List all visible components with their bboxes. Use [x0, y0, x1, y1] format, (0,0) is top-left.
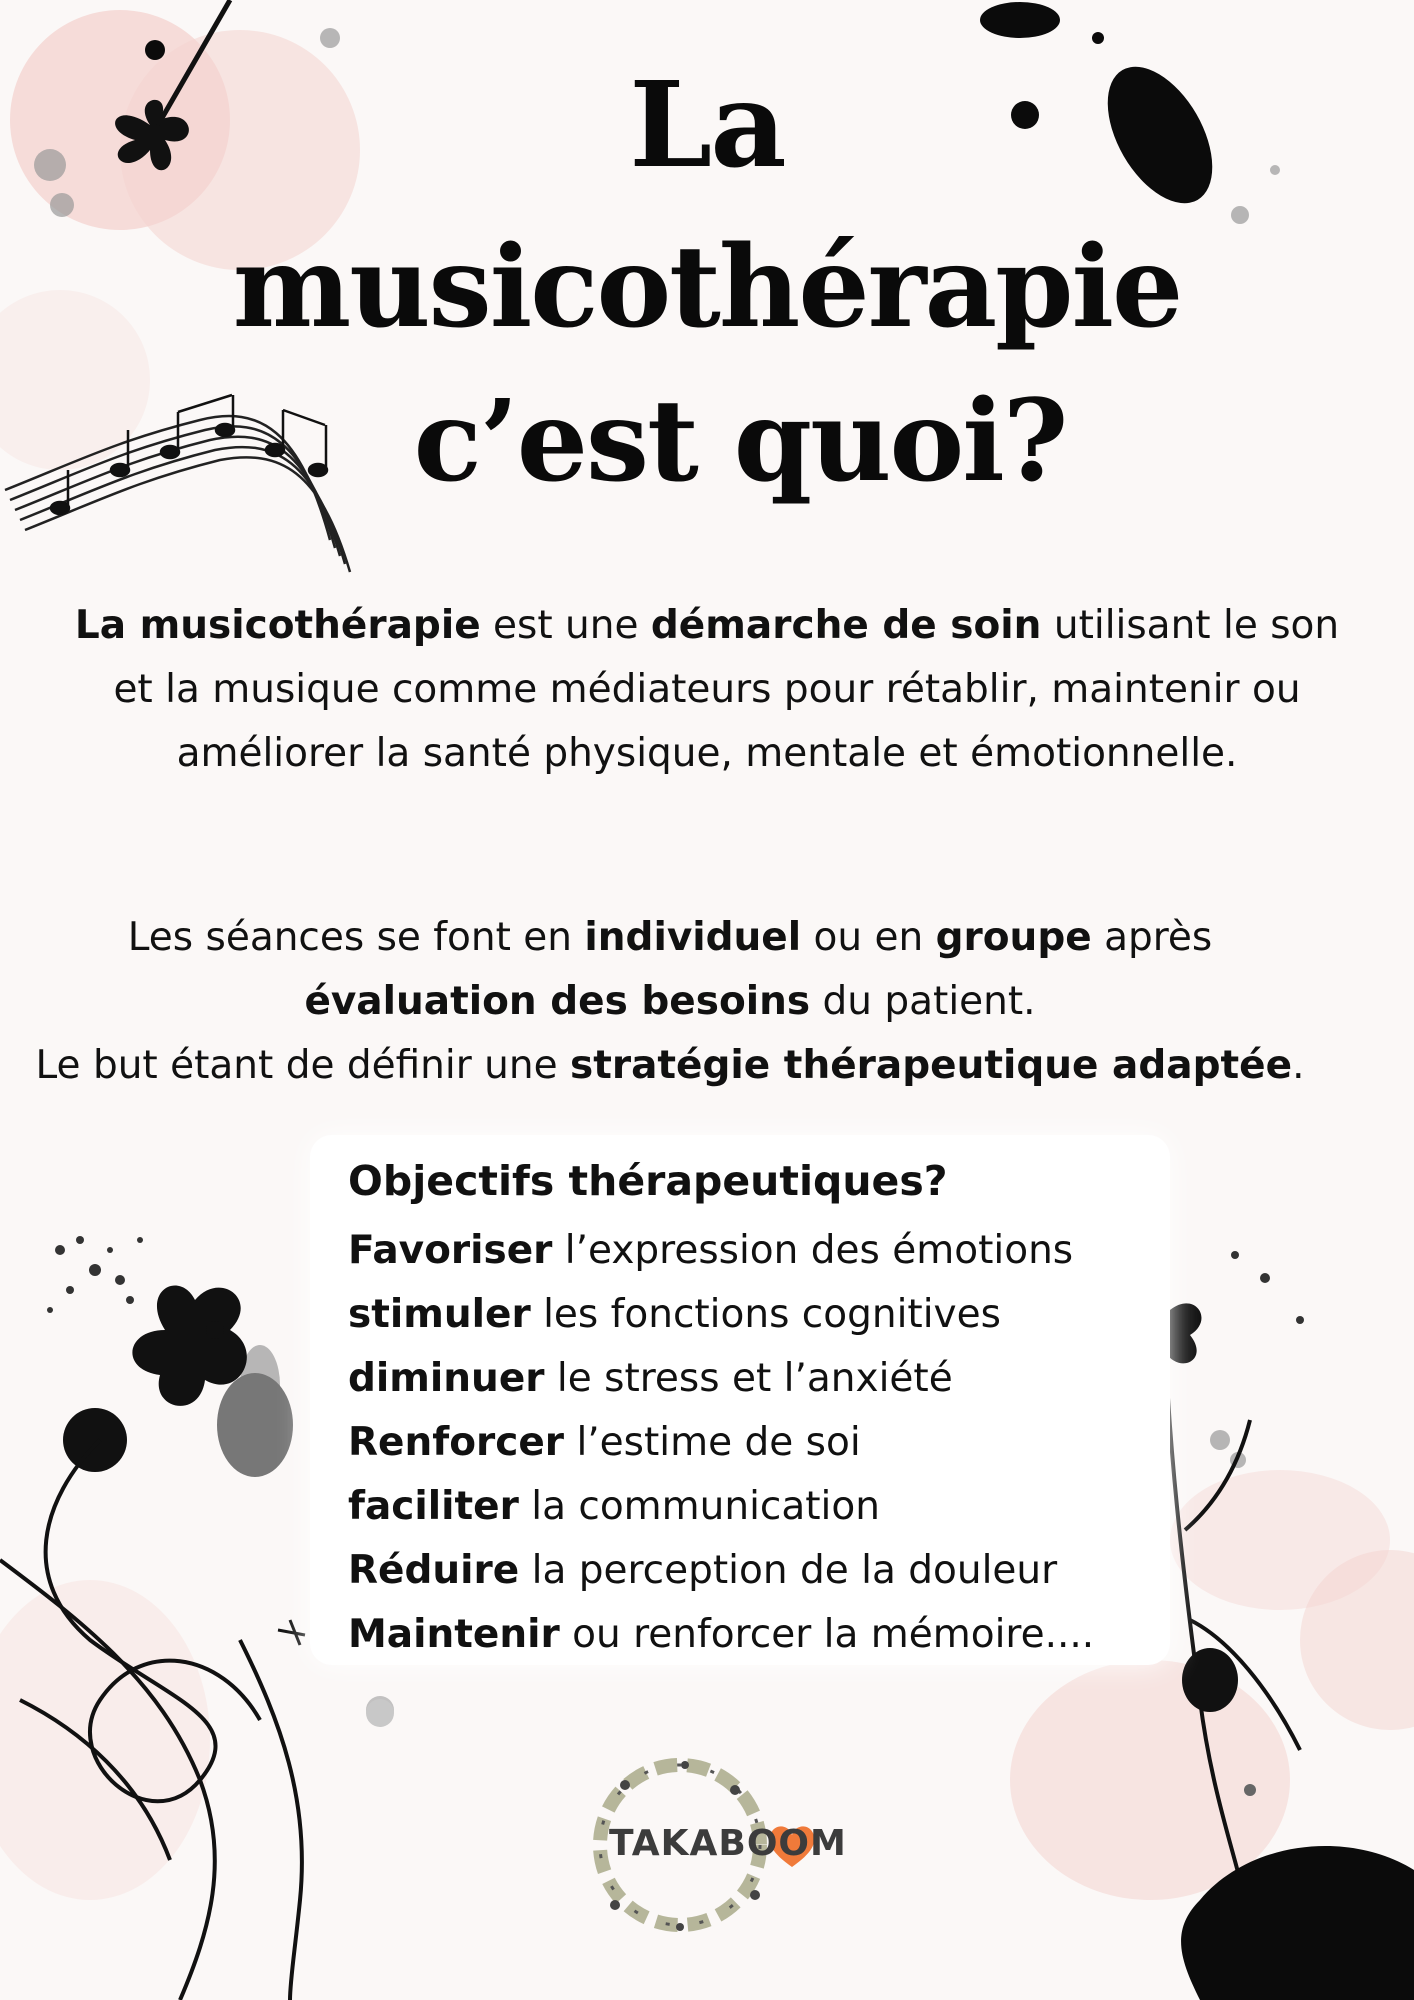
- intro-text-1: est une: [480, 603, 651, 648]
- objective-text: l’estime de soi: [564, 1420, 861, 1465]
- sessions-text-5: Le but étant de définir une: [35, 1043, 570, 1088]
- list-item: [348, 1219, 1094, 1283]
- objectives-heading: Objectifs thérapeutiques?: [348, 1157, 948, 1205]
- list-item: [348, 1475, 1094, 1539]
- objective-text: la communication: [518, 1484, 880, 1529]
- title-line-1: La: [629, 55, 785, 194]
- intro-paragraph: [70, 594, 1344, 786]
- sessions-text-6: .: [1292, 1043, 1305, 1088]
- objective-verb: Maintenir: [348, 1612, 560, 1657]
- list-item: [348, 1283, 1094, 1347]
- sessions-bold-4: stratégie thérapeutique adaptée: [569, 1043, 1293, 1088]
- list-item: [348, 1539, 1094, 1603]
- sessions-bold-1: individuel: [584, 915, 802, 960]
- intro-bold-1: La musicothérapie: [74, 603, 481, 648]
- objective-text: les fonctions cognitives: [530, 1292, 1001, 1337]
- objective-text: le stress et l’anxiété: [544, 1356, 953, 1401]
- objective-verb: Réduire: [348, 1548, 520, 1593]
- sessions-text-1: Les séances se font en: [127, 915, 585, 960]
- sessions-paragraph: [20, 906, 1320, 1098]
- sessions-text-3: après: [1091, 915, 1213, 960]
- intro-text-2: utilisant le son et la musique comme médiateurs pour rétablir, maintenir ou améliorer la santé physique, mentale et émotionnelle.: [113, 603, 1340, 776]
- objective-text: l’expression des émotions: [552, 1228, 1074, 1273]
- list-item: [348, 1603, 1094, 1667]
- list-item: [348, 1411, 1094, 1475]
- objective-verb: stimuler: [348, 1292, 531, 1337]
- title-line-3: c’est quoi?: [413, 376, 1067, 507]
- objective-verb: faciliter: [348, 1484, 519, 1529]
- objective-text: la perception de la douleur: [519, 1548, 1058, 1593]
- objective-verb: diminuer: [348, 1356, 545, 1401]
- sessions-text-4: du patient.: [810, 979, 1036, 1024]
- objective-verb: Favoriser: [348, 1228, 553, 1273]
- objectives-card: [310, 1135, 1170, 1665]
- sessions-bold-3: évaluation des besoins: [304, 979, 811, 1024]
- sessions-text-2: ou en: [801, 915, 936, 960]
- takaboom-logo: [555, 1745, 875, 1945]
- logo-text: TAKABOOM: [609, 1823, 847, 1864]
- list-item: [348, 1347, 1094, 1411]
- objective-verb: Renforcer: [348, 1420, 565, 1465]
- objective-text: ou renforcer la mémoire....: [559, 1612, 1095, 1657]
- intro-bold-2: démarche de soin: [650, 603, 1042, 648]
- title-line-2: musicothérapie: [232, 222, 1182, 353]
- sessions-bold-2: groupe: [935, 915, 1092, 960]
- objectives-list: [348, 1219, 1094, 1667]
